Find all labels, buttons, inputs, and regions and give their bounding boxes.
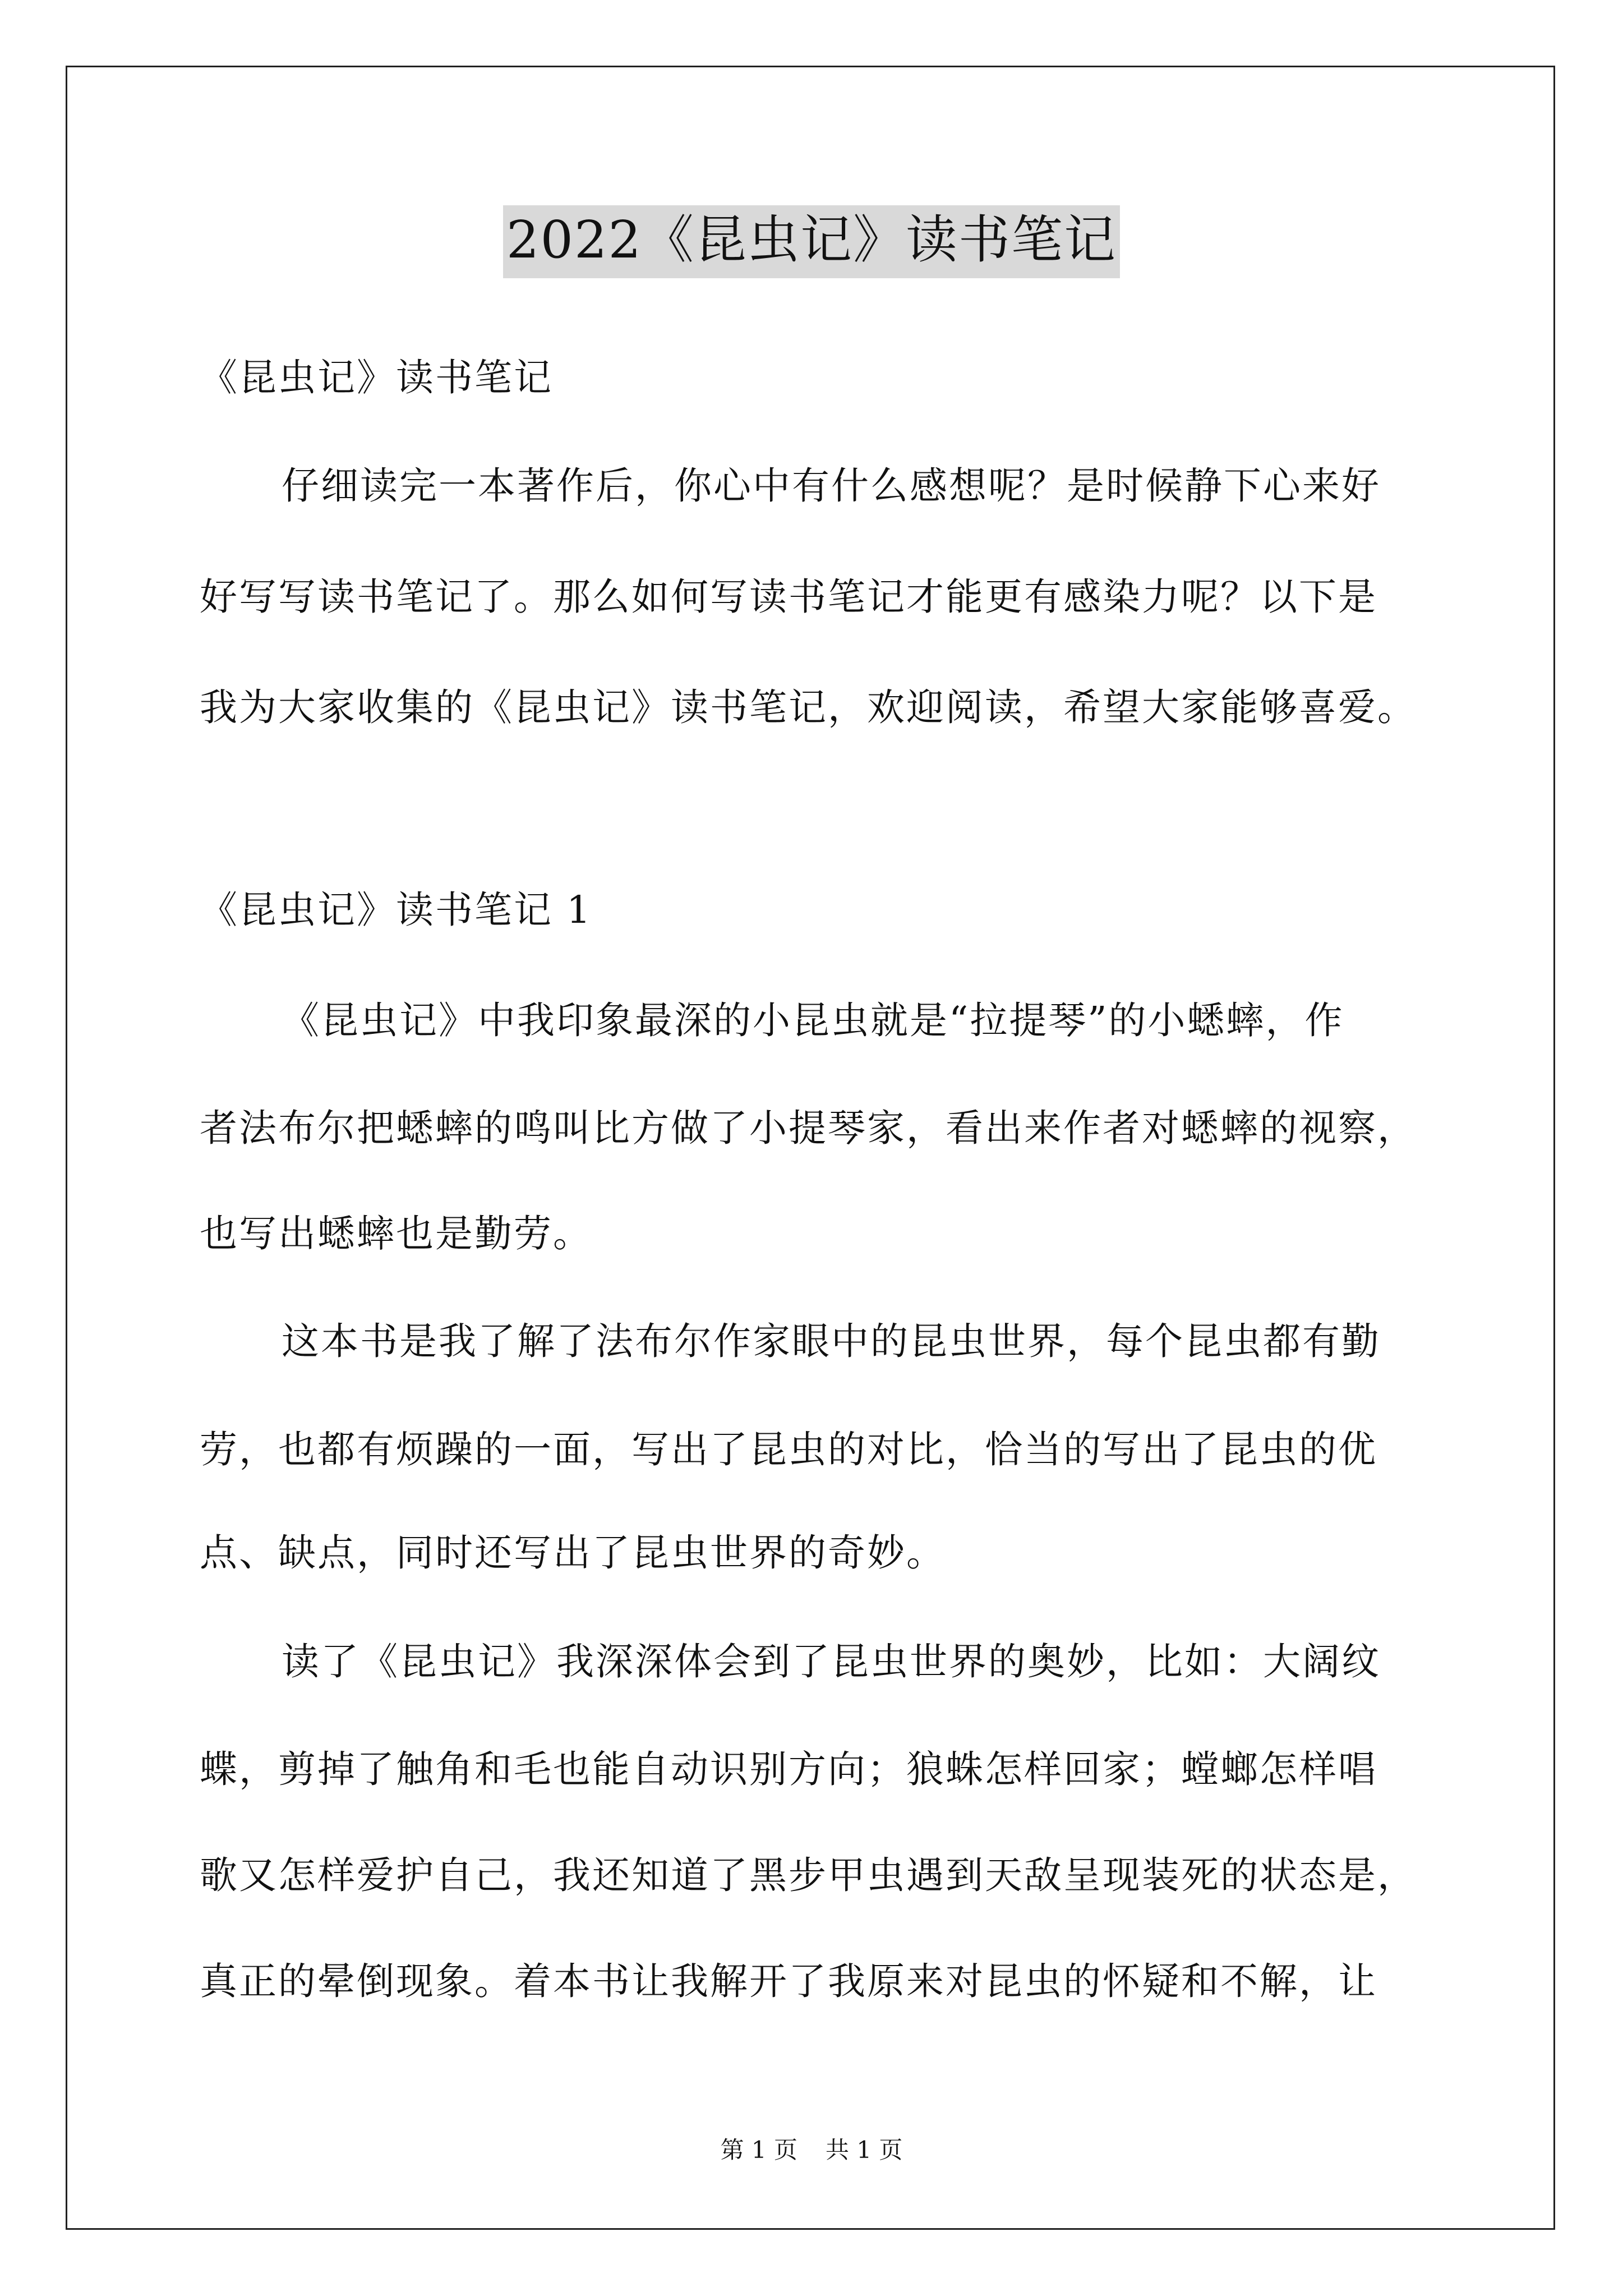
paragraph-line: 者法布尔把蟋蟀的鸣叫比方做了小提琴家，看出来作者对蟋蟀的视察， bbox=[200, 1106, 1417, 1150]
section-heading-intro: 《昆虫记》读书笔记 bbox=[200, 356, 553, 399]
page-number-total: 共 1 页 bbox=[826, 2136, 903, 2164]
paragraph-line: 也写出蟋蟀也是勤劳。 bbox=[200, 1212, 592, 1255]
document-title bbox=[0, 205, 1623, 278]
document-title-text: 2022《昆虫记》读书笔记 bbox=[503, 205, 1120, 278]
paragraph-line: 仔细读完一本著作后，你心中有什么感想呢？是时候静下心来好 bbox=[282, 464, 1381, 508]
page-number-current: 第 1 页 bbox=[720, 2136, 797, 2164]
section-heading-1: 《昆虫记》读书笔记 1 bbox=[200, 888, 592, 932]
paragraph-line: 这本书是我了解了法布尔作家眼中的昆虫世界，每个昆虫都有勤 bbox=[282, 1319, 1381, 1363]
paragraph-line: 我为大家收集的《昆虫记》读书笔记，欢迎阅读，希望大家能够喜爱。 bbox=[200, 685, 1417, 729]
paragraph-line: 劳，也都有烦躁的一面，写出了昆虫的对比，恰当的写出了昆虫的优 bbox=[200, 1428, 1377, 1471]
paragraph-line: 读了《昆虫记》我深深体会到了昆虫世界的奥妙，比如：大阔纹 bbox=[282, 1640, 1381, 1683]
paragraph-line: 点、缺点，同时还写出了昆虫世界的奇妙。 bbox=[200, 1531, 946, 1575]
paragraph-line: 蝶，剪掉了触角和毛也能自动识别方向；狼蛛怎样回家；螳螂怎样唱 bbox=[200, 1747, 1377, 1791]
paragraph-line: 真正的晕倒现象。着本书让我解开了我原来对昆虫的怀疑和不解，让 bbox=[200, 1959, 1377, 2003]
page-footer bbox=[0, 2138, 1623, 2162]
paragraph-line: 歌又怎样爱护自己，我还知道了黑步甲虫遇到天敌呈现装死的状态是， bbox=[200, 1853, 1417, 1897]
paragraph-line: 好写写读书笔记了。那么如何写读书笔记才能更有感染力呢？以下是 bbox=[200, 575, 1377, 619]
paragraph-line: 《昆虫记》中我印象最深的小昆虫就是“拉提琴”的小蟋蟀，作 bbox=[282, 999, 1344, 1042]
